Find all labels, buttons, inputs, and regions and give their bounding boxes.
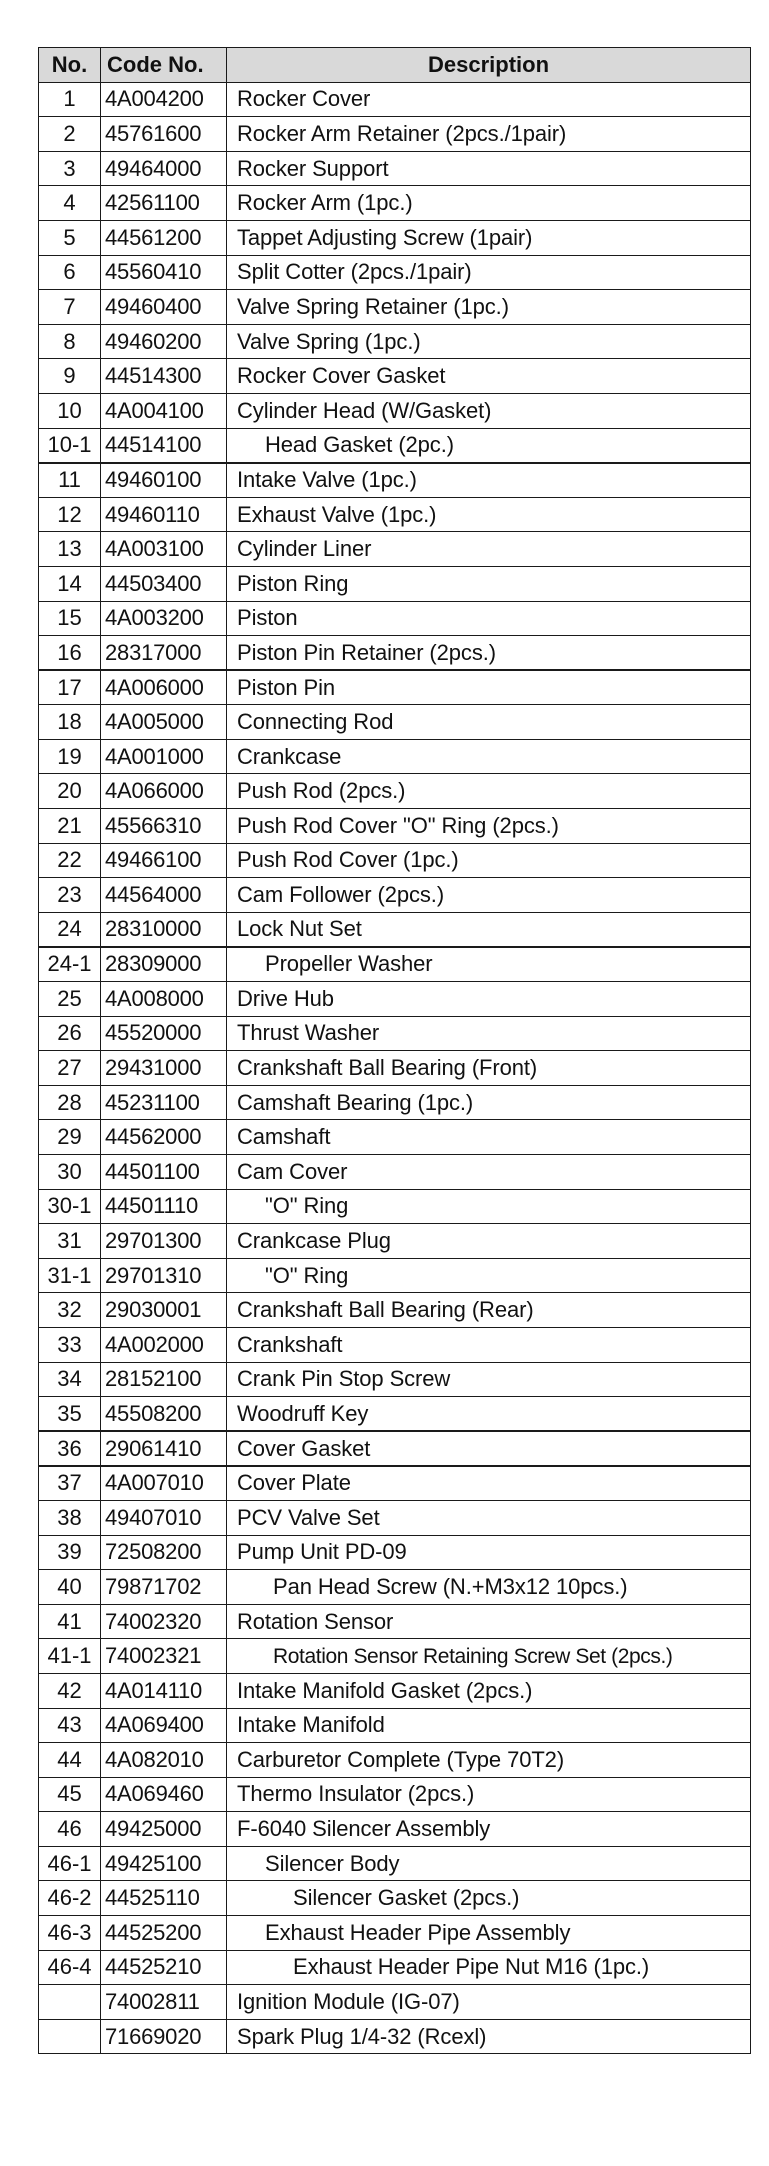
part-number-cell: 8: [39, 324, 101, 359]
description-cell: Intake Manifold: [227, 1708, 751, 1743]
part-number-cell: 24-1: [39, 947, 101, 982]
table-row: [39, 1570, 751, 1605]
part-number-cell: 16: [39, 636, 101, 671]
table-row: [39, 151, 751, 186]
code-number-cell: 28309000: [101, 947, 227, 982]
description-cell: Rocker Arm Retainer (2pcs./1pair): [227, 117, 751, 152]
description-cell: Exhaust Header Pipe Nut M16 (1pc.): [227, 1950, 751, 1985]
part-number-cell: 45: [39, 1777, 101, 1812]
code-number-cell: 4A001000: [101, 739, 227, 774]
code-number-cell: 72508200: [101, 1535, 227, 1570]
description-cell: Piston: [227, 601, 751, 636]
part-number-cell: 30: [39, 1155, 101, 1190]
part-number-cell: 31-1: [39, 1258, 101, 1293]
table-row: [39, 1916, 751, 1951]
code-number-cell: 49464000: [101, 151, 227, 186]
description-cell: Camshaft: [227, 1120, 751, 1155]
description-cell: Exhaust Valve (1pc.): [227, 497, 751, 532]
parts-table-body: [39, 82, 751, 2054]
code-number-cell: 49407010: [101, 1500, 227, 1535]
description-cell: Rocker Arm (1pc.): [227, 186, 751, 221]
code-number-cell: 44514100: [101, 428, 227, 463]
table-row: [39, 1985, 751, 2020]
description-cell: Carburetor Complete (Type 70T2): [227, 1743, 751, 1778]
table-row: [39, 1881, 751, 1916]
code-number-cell: 44501100: [101, 1155, 227, 1190]
part-number-cell: 31: [39, 1224, 101, 1259]
code-number-cell: 28152100: [101, 1362, 227, 1397]
description-cell: Spark Plug 1/4-32 (Rcexl): [227, 2019, 751, 2054]
table-row: [39, 774, 751, 809]
description-cell: Thermo Insulator (2pcs.): [227, 1777, 751, 1812]
table-row: [39, 1743, 751, 1778]
table-row: [39, 255, 751, 290]
part-number-cell: 24: [39, 912, 101, 947]
description-cell: PCV Valve Set: [227, 1500, 751, 1535]
part-number-cell: [39, 1985, 101, 2020]
description-cell: Valve Spring (1pc.): [227, 324, 751, 359]
part-number-cell: 20: [39, 774, 101, 809]
part-number-cell: 29: [39, 1120, 101, 1155]
table-row: [39, 1708, 751, 1743]
part-number-cell: 46-4: [39, 1950, 101, 1985]
table-row: [39, 1466, 751, 1501]
code-number-cell: 4A006000: [101, 670, 227, 705]
part-number-cell: 7: [39, 290, 101, 325]
part-number-cell: 10-1: [39, 428, 101, 463]
code-number-cell: 49466100: [101, 843, 227, 878]
table-row: [39, 982, 751, 1017]
description-cell: Cover Gasket: [227, 1431, 751, 1466]
table-row: [39, 1431, 751, 1466]
code-number-cell: 29701300: [101, 1224, 227, 1259]
description-cell: Exhaust Header Pipe Assembly: [227, 1916, 751, 1951]
part-number-cell: 18: [39, 705, 101, 740]
table-row: [39, 2019, 751, 2054]
code-number-cell: 29431000: [101, 1051, 227, 1086]
table-row: [39, 1950, 751, 1985]
description-cell: "O" Ring: [227, 1258, 751, 1293]
description-cell: Cylinder Head (W/Gasket): [227, 393, 751, 428]
table-row: [39, 1293, 751, 1328]
table-row: [39, 1362, 751, 1397]
code-number-cell: 49460110: [101, 497, 227, 532]
part-number-cell: 19: [39, 739, 101, 774]
table-row: [39, 1051, 751, 1086]
table-row: [39, 1500, 751, 1535]
part-number-cell: 2: [39, 117, 101, 152]
description-cell: Intake Manifold Gasket (2pcs.): [227, 1673, 751, 1708]
code-number-cell: 42561100: [101, 186, 227, 221]
code-number-cell: 4A014110: [101, 1673, 227, 1708]
code-number-cell: 74002811: [101, 1985, 227, 2020]
description-cell: Drive Hub: [227, 982, 751, 1017]
code-number-cell: 49425100: [101, 1846, 227, 1881]
description-cell: Pump Unit PD-09: [227, 1535, 751, 1570]
table-row: [39, 1085, 751, 1120]
description-cell: Crankcase Plug: [227, 1224, 751, 1259]
table-header-row: [39, 48, 751, 83]
part-number-cell: 5: [39, 220, 101, 255]
code-number-cell: 29030001: [101, 1293, 227, 1328]
code-number-cell: 49460200: [101, 324, 227, 359]
description-cell: Piston Pin Retainer (2pcs.): [227, 636, 751, 671]
description-cell: Rocker Cover Gasket: [227, 359, 751, 394]
code-number-cell: 4A008000: [101, 982, 227, 1017]
part-number-cell: 11: [39, 463, 101, 498]
code-number-cell: 29061410: [101, 1431, 227, 1466]
description-cell: Woodruff Key: [227, 1397, 751, 1432]
description-cell: "O" Ring: [227, 1189, 751, 1224]
part-number-cell: 6: [39, 255, 101, 290]
part-number-cell: 41: [39, 1604, 101, 1639]
description-cell: Crankcase: [227, 739, 751, 774]
table-row: [39, 1155, 751, 1190]
code-number-cell: 74002320: [101, 1604, 227, 1639]
table-row: [39, 566, 751, 601]
table-row: [39, 290, 751, 325]
part-number-cell: 39: [39, 1535, 101, 1570]
description-cell: Crankshaft Ball Bearing (Front): [227, 1051, 751, 1086]
description-cell: Crank Pin Stop Screw: [227, 1362, 751, 1397]
code-number-cell: 45761600: [101, 117, 227, 152]
description-cell: Push Rod Cover (1pc.): [227, 843, 751, 878]
part-number-cell: 46: [39, 1812, 101, 1847]
table-row: [39, 1224, 751, 1259]
part-number-cell: 36: [39, 1431, 101, 1466]
header-code-no: Code No.: [101, 48, 227, 83]
description-cell: Rotation Sensor Retaining Screw Set (2pcs.): [227, 1639, 751, 1674]
part-number-cell: 1: [39, 82, 101, 117]
part-number-cell: 4: [39, 186, 101, 221]
code-number-cell: 45231100: [101, 1085, 227, 1120]
description-cell: Rocker Cover: [227, 82, 751, 117]
description-cell: Tappet Adjusting Screw (1pair): [227, 220, 751, 255]
part-number-cell: 40: [39, 1570, 101, 1605]
description-cell: Lock Nut Set: [227, 912, 751, 947]
code-number-cell: 49425000: [101, 1812, 227, 1847]
description-cell: Valve Spring Retainer (1pc.): [227, 290, 751, 325]
code-number-cell: 45566310: [101, 809, 227, 844]
description-cell: Camshaft Bearing (1pc.): [227, 1085, 751, 1120]
code-number-cell: 44525200: [101, 1916, 227, 1951]
code-number-cell: 45520000: [101, 1016, 227, 1051]
part-number-cell: 10: [39, 393, 101, 428]
table-row: [39, 705, 751, 740]
code-number-cell: 74002321: [101, 1639, 227, 1674]
code-number-cell: 4A069400: [101, 1708, 227, 1743]
table-row: [39, 463, 751, 498]
code-number-cell: 49460100: [101, 463, 227, 498]
table-row: [39, 947, 751, 982]
table-row: [39, 186, 751, 221]
code-number-cell: 45508200: [101, 1397, 227, 1432]
code-number-cell: 44514300: [101, 359, 227, 394]
description-cell: Propeller Washer: [227, 947, 751, 982]
description-cell: Cover Plate: [227, 1466, 751, 1501]
table-row: [39, 1189, 751, 1224]
table-row: [39, 220, 751, 255]
part-number-cell: 41-1: [39, 1639, 101, 1674]
header-no: No.: [39, 48, 101, 83]
table-row: [39, 1397, 751, 1432]
parts-list-table: [38, 47, 751, 2054]
description-cell: Thrust Washer: [227, 1016, 751, 1051]
table-row: [39, 497, 751, 532]
part-number-cell: 43: [39, 1708, 101, 1743]
table-row: [39, 428, 751, 463]
code-number-cell: 4A066000: [101, 774, 227, 809]
description-cell: Piston Pin: [227, 670, 751, 705]
table-row: [39, 878, 751, 913]
table-row: [39, 1673, 751, 1708]
table-row: [39, 912, 751, 947]
description-cell: Rotation Sensor: [227, 1604, 751, 1639]
part-number-cell: 9: [39, 359, 101, 394]
code-number-cell: 4A002000: [101, 1327, 227, 1362]
code-number-cell: 4A003200: [101, 601, 227, 636]
description-cell: Silencer Body: [227, 1846, 751, 1881]
table-row: [39, 1777, 751, 1812]
table-row: [39, 1846, 751, 1881]
part-number-cell: 22: [39, 843, 101, 878]
table-row: [39, 532, 751, 567]
description-cell: Rocker Support: [227, 151, 751, 186]
header-description: Description: [227, 48, 751, 83]
part-number-cell: 12: [39, 497, 101, 532]
table-row: [39, 636, 751, 671]
code-number-cell: 44561200: [101, 220, 227, 255]
part-number-cell: 17: [39, 670, 101, 705]
description-cell: Piston Ring: [227, 566, 751, 601]
table-row: [39, 843, 751, 878]
code-number-cell: 44525210: [101, 1950, 227, 1985]
table-row: [39, 82, 751, 117]
description-cell: Crankshaft Ball Bearing (Rear): [227, 1293, 751, 1328]
code-number-cell: 29701310: [101, 1258, 227, 1293]
part-number-cell: 33: [39, 1327, 101, 1362]
table-row: [39, 1812, 751, 1847]
part-number-cell: 37: [39, 1466, 101, 1501]
table-row: [39, 809, 751, 844]
code-number-cell: 44564000: [101, 878, 227, 913]
code-number-cell: 4A004200: [101, 82, 227, 117]
part-number-cell: 30-1: [39, 1189, 101, 1224]
table-row: [39, 1639, 751, 1674]
code-number-cell: 79871702: [101, 1570, 227, 1605]
part-number-cell: 46-1: [39, 1846, 101, 1881]
description-cell: Connecting Rod: [227, 705, 751, 740]
code-number-cell: 4A082010: [101, 1743, 227, 1778]
part-number-cell: 3: [39, 151, 101, 186]
code-number-cell: 4A004100: [101, 393, 227, 428]
code-number-cell: 44503400: [101, 566, 227, 601]
description-cell: Push Rod Cover "O" Ring (2pcs.): [227, 809, 751, 844]
code-number-cell: 44501110: [101, 1189, 227, 1224]
part-number-cell: 15: [39, 601, 101, 636]
table-row: [39, 324, 751, 359]
description-cell: Silencer Gasket (2pcs.): [227, 1881, 751, 1916]
part-number-cell: 27: [39, 1051, 101, 1086]
code-number-cell: 44525110: [101, 1881, 227, 1916]
table-row: [39, 1258, 751, 1293]
table-row: [39, 1016, 751, 1051]
table-row: [39, 601, 751, 636]
code-number-cell: 4A069460: [101, 1777, 227, 1812]
code-number-cell: 4A005000: [101, 705, 227, 740]
code-number-cell: 28317000: [101, 636, 227, 671]
description-cell: Cylinder Liner: [227, 532, 751, 567]
part-number-cell: 34: [39, 1362, 101, 1397]
code-number-cell: 44562000: [101, 1120, 227, 1155]
table-row: [39, 739, 751, 774]
table-row: [39, 1604, 751, 1639]
part-number-cell: 32: [39, 1293, 101, 1328]
code-number-cell: 49460400: [101, 290, 227, 325]
table-row: [39, 670, 751, 705]
code-number-cell: 28310000: [101, 912, 227, 947]
description-cell: Cam Cover: [227, 1155, 751, 1190]
part-number-cell: [39, 2019, 101, 2054]
part-number-cell: 13: [39, 532, 101, 567]
description-cell: Crankshaft: [227, 1327, 751, 1362]
table-row: [39, 1535, 751, 1570]
description-cell: Ignition Module (IG-07): [227, 1985, 751, 2020]
part-number-cell: 42: [39, 1673, 101, 1708]
part-number-cell: 44: [39, 1743, 101, 1778]
table-row: [39, 359, 751, 394]
part-number-cell: 28: [39, 1085, 101, 1120]
part-number-cell: 23: [39, 878, 101, 913]
part-number-cell: 26: [39, 1016, 101, 1051]
part-number-cell: 38: [39, 1500, 101, 1535]
table-row: [39, 393, 751, 428]
description-cell: Cam Follower (2pcs.): [227, 878, 751, 913]
description-cell: Pan Head Screw (N.+M3x12 10pcs.): [227, 1570, 751, 1605]
description-cell: Push Rod (2pcs.): [227, 774, 751, 809]
part-number-cell: 46-3: [39, 1916, 101, 1951]
code-number-cell: 4A003100: [101, 532, 227, 567]
description-cell: Head Gasket (2pc.): [227, 428, 751, 463]
table-row: [39, 117, 751, 152]
table-row: [39, 1327, 751, 1362]
code-number-cell: 4A007010: [101, 1466, 227, 1501]
part-number-cell: 35: [39, 1397, 101, 1432]
part-number-cell: 46-2: [39, 1881, 101, 1916]
description-cell: Intake Valve (1pc.): [227, 463, 751, 498]
table-row: [39, 1120, 751, 1155]
code-number-cell: 71669020: [101, 2019, 227, 2054]
description-cell: Split Cotter (2pcs./1pair): [227, 255, 751, 290]
code-number-cell: 45560410: [101, 255, 227, 290]
part-number-cell: 21: [39, 809, 101, 844]
part-number-cell: 14: [39, 566, 101, 601]
description-cell: F-6040 Silencer Assembly: [227, 1812, 751, 1847]
part-number-cell: 25: [39, 982, 101, 1017]
